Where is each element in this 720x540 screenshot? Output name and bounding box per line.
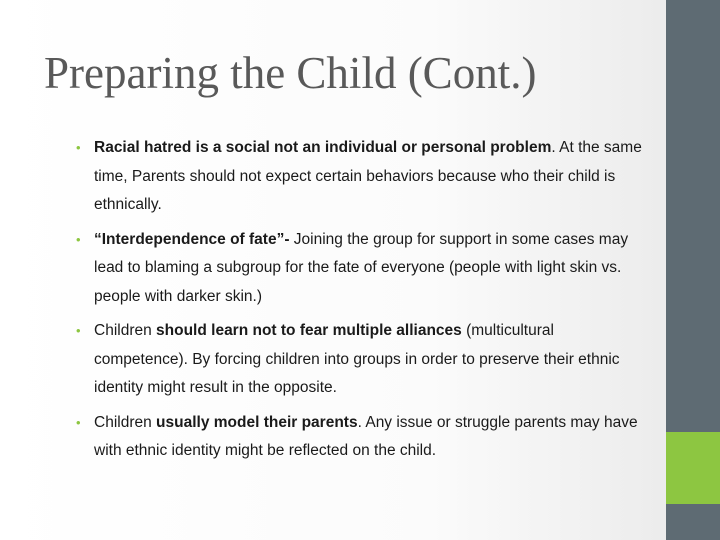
bullet-text: . At the same time, Parents should not expect certain behaviors because who their child is ethnically. <box>94 139 642 213</box>
bullet-dot: • <box>76 323 81 338</box>
bullet-lead-text: Children <box>94 322 157 339</box>
bullet-bold-text: should learn not to fear multiple alliances <box>156 322 462 339</box>
bullet-text: Joining the group for support in some cases may lead to blaming a subgroup for the fate of everyone (people with light skin vs. people with darker skin.) <box>94 230 629 305</box>
bullet-bold-text: usually model their parents <box>156 413 358 431</box>
bullet-dot: • <box>76 414 81 430</box>
bullet-item <box>76 134 642 220</box>
bullet-dot: • <box>76 231 81 247</box>
slide-title: Preparing the Child (Cont.) <box>44 48 537 98</box>
bullet-bold-text: Racial hatred is a social not an individual or personal problem <box>94 139 552 156</box>
bullet-item <box>76 409 642 466</box>
bullet-text: . Any issue or struggle parents may have with ethnic identity might be reflected on the child. <box>94 413 638 459</box>
bullet-list <box>76 134 642 472</box>
bullet-text: (multicultural competence). By forcing children into groups in order to preserve their ethnic identity might result in the opposite. <box>94 322 620 396</box>
bullet-item <box>76 226 642 312</box>
bullet-item <box>76 317 642 403</box>
bullet-bold-text: “Interdependence of fate”- <box>94 230 290 248</box>
bullet-lead-text: Children <box>94 413 157 431</box>
green-accent-block <box>666 432 720 504</box>
bullet-dot: • <box>76 140 81 155</box>
